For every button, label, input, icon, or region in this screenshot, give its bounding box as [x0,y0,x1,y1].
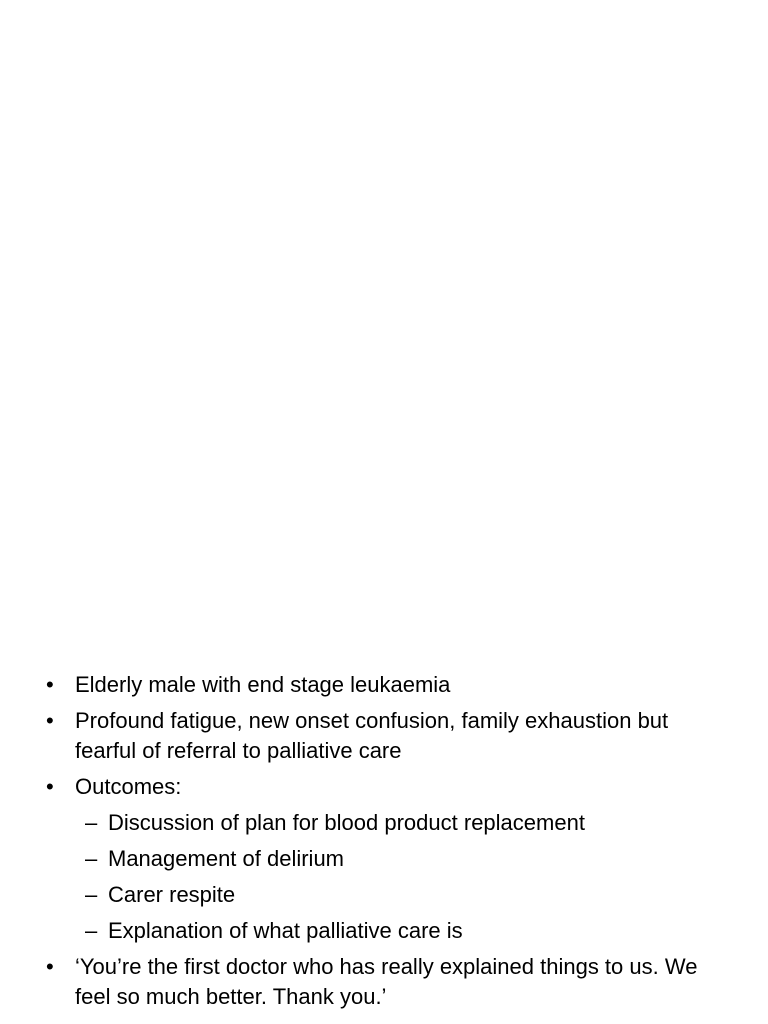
bullet-item-quote [46,952,726,1012]
sub-bullet-text: Management of delirium [108,846,345,871]
dash-marker: – [85,846,98,871]
bullet-item [46,670,726,700]
bullet-marker: • [46,708,54,733]
bullet-list [46,670,726,1018]
bullet-marker: • [46,774,54,799]
bullet-text: Profound fatigue, new onset confusion, family exhaustion but fearful of referral to palliative care [75,708,669,763]
bullet-marker: • [46,954,54,979]
sub-bullet-item [46,808,726,838]
sub-bullet-item [46,916,726,946]
sub-bullet-item [46,844,726,874]
sub-bullet-text: Carer respite [108,882,236,907]
quote-text: ‘You’re the first doctor who has really explained things to us. We feel so much better. Thank you.’ [75,954,698,1009]
bullet-item [46,772,726,802]
dash-marker: – [85,882,98,907]
bullet-marker: • [46,672,54,697]
sub-bullet-text: Discussion of plan for blood product replacement [108,810,585,835]
sub-bullet-item [46,880,726,910]
bullet-text: Outcomes: [75,774,182,799]
bullet-text: Elderly male with end stage leukaemia [75,672,451,697]
dash-marker: – [85,810,98,835]
sub-bullet-text: Explanation of what palliative care is [108,918,463,943]
dash-marker: – [85,918,98,943]
bullet-item [46,706,726,766]
